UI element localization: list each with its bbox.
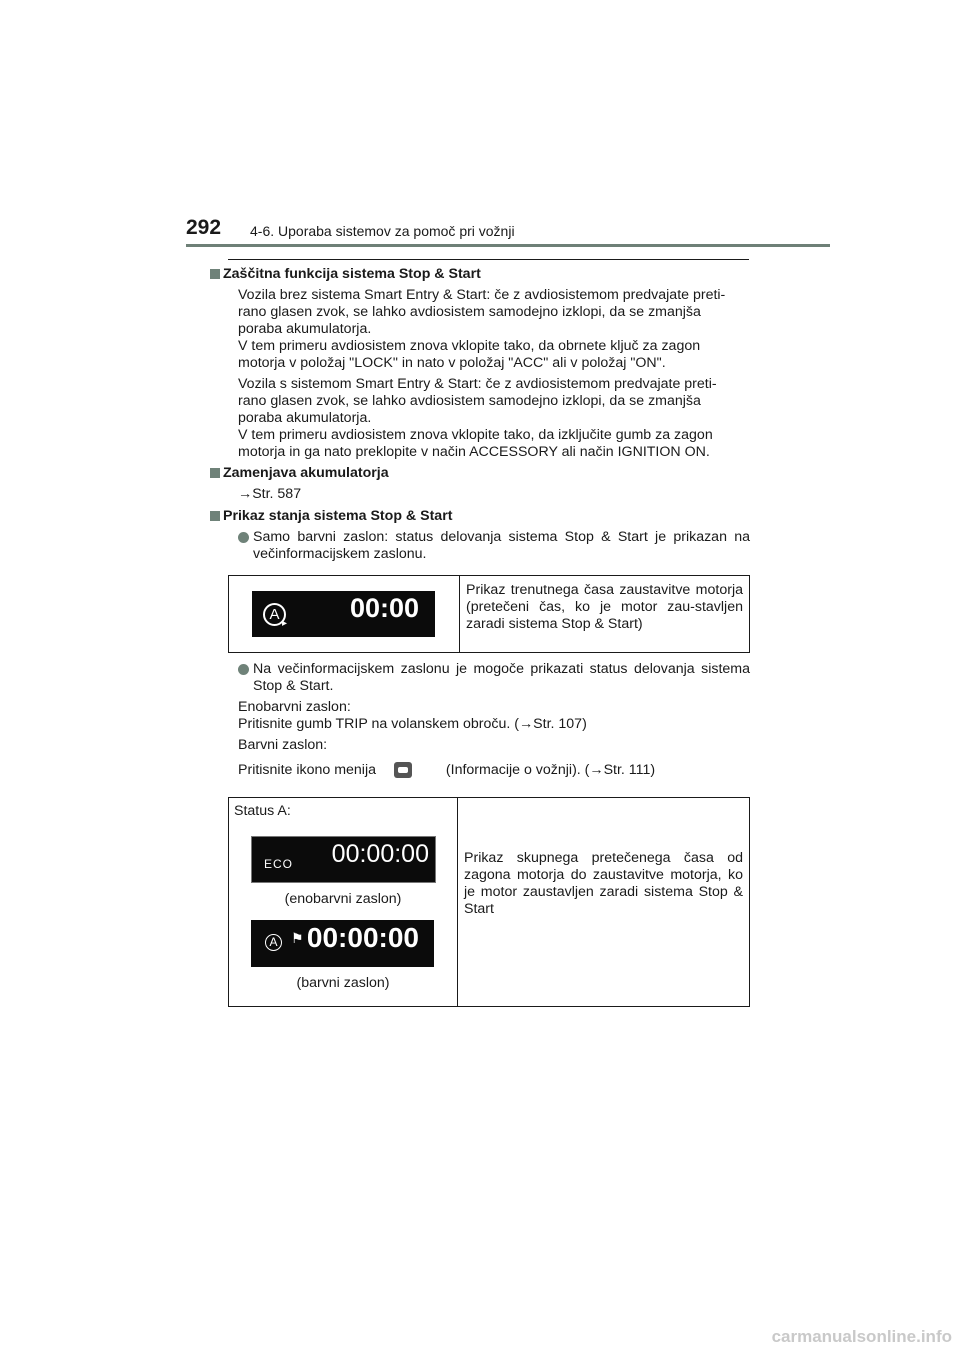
image-cell xyxy=(229,576,460,653)
text-line: V tem primeru avdiosistem znova vklopite tako, da izključite gumb za zagon xyxy=(238,427,713,443)
color-instruction xyxy=(238,762,750,779)
bullet-text: Na večinformacijskem zaslonu je mogoče prikazati status delovanja sistema Stop & Start. xyxy=(253,661,750,694)
text-line: poraba akumulatorja. xyxy=(238,410,372,426)
section-title: 4-6. Uporaba sistemov za pomoč pri vožnji xyxy=(250,223,515,239)
square-bullet-icon xyxy=(210,511,220,521)
page-number: 292 xyxy=(186,216,222,239)
heading-status-display xyxy=(210,508,750,525)
heading-protection xyxy=(210,266,750,283)
driving-info-menu-icon[interactable] xyxy=(394,762,412,778)
info-table-current-stop xyxy=(228,575,750,653)
image-cell xyxy=(229,798,458,1007)
heading-text: Zaščitna funkcija sistema Stop & Start xyxy=(223,266,481,282)
status-label: Status A: xyxy=(234,803,291,819)
mono-time-readout: 00:00:00 xyxy=(331,840,429,868)
mono-caption: (enobarvni zaslon) xyxy=(284,891,402,907)
text-line: Vozila brez sistema Smart Entry & Start: če z avdiosistemom predvajate preti- xyxy=(238,287,726,303)
page-reference-link[interactable]: →Str. 587 xyxy=(238,486,302,502)
description-cell: Prikaz trenutnega časa zaustavitve motorja (pretečeni čas, ko je motor zau-stavljen zaradi sistema Stop & Start) xyxy=(460,576,750,653)
paragraph-with-smart-entry xyxy=(238,376,750,461)
text-line: motorja v položaj "LOCK" in nato v položaj "ACC" ali v položaj "ON". xyxy=(238,355,666,371)
heading-text: Zamenjava akumulatorja xyxy=(223,465,389,481)
text-line: V tem primeru avdiosistem znova vklopite tako, da obrnete ključ za zagon xyxy=(238,338,701,354)
color-time-readout: 00:00:00 xyxy=(306,922,419,953)
content-top-rule xyxy=(228,259,749,260)
stop-time-readout: 00:00 xyxy=(349,593,419,623)
color-display-screen xyxy=(251,920,434,967)
mono-display-screen xyxy=(251,836,436,883)
color-caption: (barvni zaslon) xyxy=(296,975,390,991)
square-bullet-icon xyxy=(210,269,220,279)
status-a-description: Prikaz skupnega pretečenega časa od zagona motorja do zaustavitve motorja, ko je motor zaustavljen zaradi sistema Stop & Start xyxy=(464,850,743,917)
display-screen-current xyxy=(252,591,435,637)
paragraph-without-smart-entry xyxy=(238,287,750,372)
color-instruction-after: (Informacije o vožnji). (→Str. 111) xyxy=(445,762,656,778)
heading-text: Prikaz stanja sistema Stop & Start xyxy=(223,508,453,524)
bullet-display-status xyxy=(238,661,750,695)
text-line: motorja in ga nato preklopite v način ACCESSORY ali način IGNITION ON. xyxy=(238,444,710,460)
color-instruction-before: Pritisnite ikono menija xyxy=(238,762,376,778)
text-line: rano glasen zvok, se lahko avdiosistem samodejno izklopi, da se zmanjša xyxy=(238,393,701,409)
page-content xyxy=(210,266,750,1007)
description-cell xyxy=(458,798,750,1007)
info-table-status-a xyxy=(228,797,750,1007)
circle-bullet-icon xyxy=(238,532,249,543)
circle-bullet-icon xyxy=(238,664,249,675)
color-label: Barvni zaslon: xyxy=(238,737,328,753)
mono-label: Enobarvni zaslon: xyxy=(238,699,351,715)
arrow-icon: ▸ xyxy=(282,618,288,629)
watermark: carmanualsonline.info xyxy=(771,1327,952,1346)
bullet-color-only xyxy=(238,529,750,563)
bullet-text: Samo barvni zaslon: status delovanja sistema Stop & Start je prikazan na večinformacijskem zaslonu. xyxy=(253,529,750,562)
eco-indicator: ECO xyxy=(264,857,294,871)
text-line: Vozila s sistemom Smart Entry & Start: če z avdiosistemom predvajate preti- xyxy=(238,376,717,392)
mono-instruction: Pritisnite gumb TRIP na volanskem obroču. (→Str. 107) xyxy=(238,716,587,732)
heading-battery-replacement xyxy=(210,465,750,482)
header-rule xyxy=(186,244,830,247)
text-line: rano glasen zvok, se lahko avdiosistem samodejno izklopi, da se zmanjša xyxy=(238,304,701,320)
mono-display-instructions xyxy=(238,699,750,733)
square-bullet-icon xyxy=(210,468,220,478)
text-line: poraba akumulatorja. xyxy=(238,321,372,337)
auto-stop-icon: A xyxy=(263,603,286,626)
flag-icon: ⚑ xyxy=(291,930,304,946)
auto-stop-icon: A xyxy=(265,934,282,951)
